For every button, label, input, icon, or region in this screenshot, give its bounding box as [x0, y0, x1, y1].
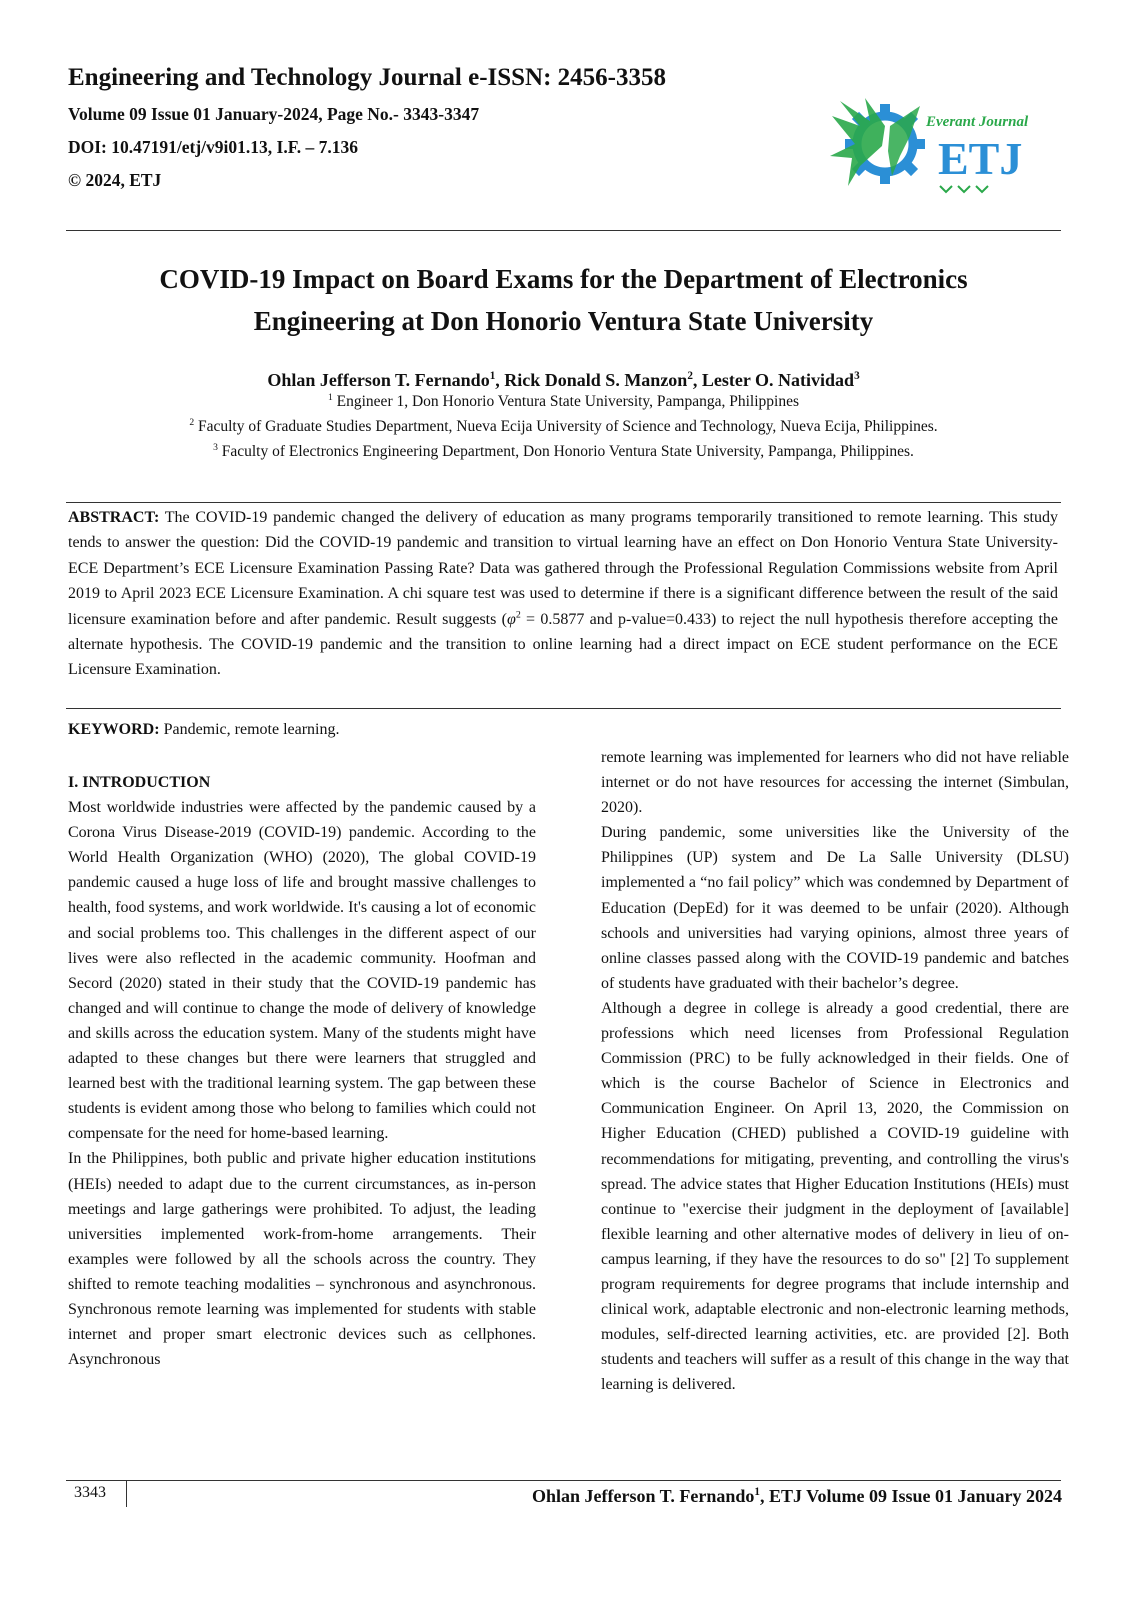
footer-divider [126, 1481, 127, 1507]
journal-name: Engineering and Technology Journal e-ISSN: 2456-3358 [68, 64, 667, 91]
body-column-right [601, 745, 1069, 1397]
affiliation-2: $^2$ Faculty of Graduate Studies Department, Nueva Ecija University of Science and Technology, Nueva Ecija, Philippines. [189, 416, 938, 435]
author-name: Rick Donald S. Manzon [504, 370, 688, 390]
abstract [68, 505, 1058, 683]
footer-author-sup: 1 [754, 1486, 760, 1498]
keywords [68, 721, 548, 739]
footer-citation [532, 1486, 1062, 1507]
abstract-label: ABSTRACT: [68, 509, 160, 526]
affiliation-1: $^1$ Engineer 1, Don Honorio Ventura State University, Pampanga, Philippines [327, 391, 799, 410]
author-name: Lester O. Natividad [701, 370, 855, 390]
header-rule [66, 230, 1061, 231]
paragraph: During pandemic, some universities like the University of the Philippines (UP) system and De La Salle University (DLSU) implemented a “no fail policy” which was condemned by Department of Education (DepEd) for it was deemed to be unfair (2020). Although schools and universities had varying opinions, almost three years of online classes passed along with the COVID-19 pandemic and batches of students have graduated with their bachelor’s degree. [601, 824, 1069, 992]
abstract-rule-bottom [66, 708, 1061, 709]
logo-text: Everant Journal [926, 114, 1029, 130]
math-symbol: φ [506, 610, 516, 628]
affiliation-3: $^3$ Faculty of Electronics Engineering Department, Don Honorio Ventura State University, Pampanga, Philippines. [213, 441, 914, 460]
math-sup: 2 [515, 609, 521, 621]
paper-title [66, 258, 1061, 342]
abstract-text-b: and p-value=0.433) to reject the null hypothesis therefore accepting the alternate hypothesis. The COVID-19 pandemic and the transition to online learning had a direct impact on ECE student performance on the ECE Licensure Examination. [68, 610, 1058, 679]
keywords-label: KEYWORD: [68, 721, 160, 738]
footer-rule [66, 1480, 1061, 1481]
keywords-text: Pandemic, remote learning. [159, 721, 340, 738]
math-rest: = 0.5877 [520, 610, 585, 628]
body-column-left [68, 770, 536, 1372]
author-sep: , [495, 370, 505, 390]
title-line-1: COVID-19 Impact on Board Exams for the Department of Electronics [159, 264, 968, 294]
journal-volume: Volume 09 Issue 01 January-2024, Page No.- 3343-3347 [68, 104, 480, 124]
paragraph: remote learning was implemented for learners who did not have reliable internet or do not have resources for accessing the internet (Simbulan, 2020). [601, 749, 1069, 817]
footer-author: Ohlan Jefferson T. Fernando [532, 1486, 755, 1506]
abstract-text-a: The COVID-19 pandemic changed the delivery of education as many programs temporarily transitioned to remote learning. This study tends to answer the question: Did the COVID-19 pandemic and transition to virtual learning have an effect on Don Honorio Ventura State University- ECE Department’s ECE Licensure Examination Passing Rate? Data was gathered through the Professional Regulation Commissions website from April 2019 to April 2023 ECE Licensure Examination. A chi square test was used to determine if there is a significant difference between the result of the said licensure examination before and after pandemic. Result suggests ( [68, 509, 1058, 628]
journal-copyright: © 2024, ETJ [68, 170, 162, 190]
etj-logo [830, 96, 1040, 196]
author-sep: , [692, 370, 702, 390]
paragraph: In the Philippines, both public and private higher education institutions (HEIs) needed to adapt due to the current circumstances, as in-person meetings and large gatherings were prohibited. To adjust, the leading universities implemented work-from-home arrangements. Their examples were followed by all the schools across the country. They shifted to remote teaching modalities – synchronous and asynchronous. Synchronous remote learning was implemented for students with stable internet and proper smart electronic devices such as cellphones. Asynchronous [68, 1150, 536, 1369]
journal-doi: DOI: 10.47191/etj/v9i01.13, I.F. – 7.136 [68, 137, 359, 157]
logo-letters: ETJ [938, 133, 1023, 184]
page-number: 3343 [74, 1484, 106, 1501]
section-heading: I. INTRODUCTION [68, 774, 211, 791]
footer-rest: , ETJ Volume 09 Issue 01 January 2024 [759, 1486, 1062, 1506]
abstract-rule-top [66, 502, 1061, 503]
paragraph: Most worldwide industries were affected by the pandemic caused by a Corona Virus Disease-2019 (COVID-19) pandemic. According to the World Health Organization (WHO) (2020), The global COVID-19 pandemic caused a huge loss of life and brought massive challenges to health, food systems, and work worldwide. It's causing a lot of economic and social problems too. This challenges in the different aspect of our lives were also reflected in the academic community. Hoofman and Secord (2020) stated in their study that the COVID-19 pandemic has changed and will continue to change the mode of delivery of knowledge and skills across the education system. Many of the students might have adapted to these changes but there were learners that struggled and learned best with the traditional learning system. The gap between these students is evident among those who belong to families which could not compensate for the need for home-based learning. [68, 799, 536, 1143]
author-sup: 3 [854, 370, 860, 382]
paragraph: Although a degree in college is already a good credential, there are professions which need licenses from Professional Regulation Commission (PRC) to be fully acknowledged in their fields. One of which is the course Bachelor of Science in Electronics and Communication Engineer. On April 13, 2020, the Commission on Higher Education (CHED) published a COVID-19 guideline with recommendations for mitigating, preventing, and controlling the virus's spread. The advice states that Higher Education Institutions (HEIs) must continue to "exercise their judgment in the deployment of [available] flexible learning and other alternative modes of delivery in lieu of on-campus learning, if they have the resources to do so" [2] To supplement program requirements for degree programs that include internship and clinical work, adaptable electronic and non-electronic learning methods, modules, self-directed learning activities, etc. are provided [2]. Both students and teachers will suffer as a result of this change in the way that learning is delivered. [601, 999, 1069, 1394]
author-name: Ohlan Jefferson T. Fernando [267, 370, 490, 390]
author-sup: 1 [489, 370, 496, 382]
title-line-2: Engineering at Don Honorio Ventura State University [253, 306, 874, 336]
author-sup: 2 [687, 370, 693, 382]
author-list [66, 370, 1061, 391]
